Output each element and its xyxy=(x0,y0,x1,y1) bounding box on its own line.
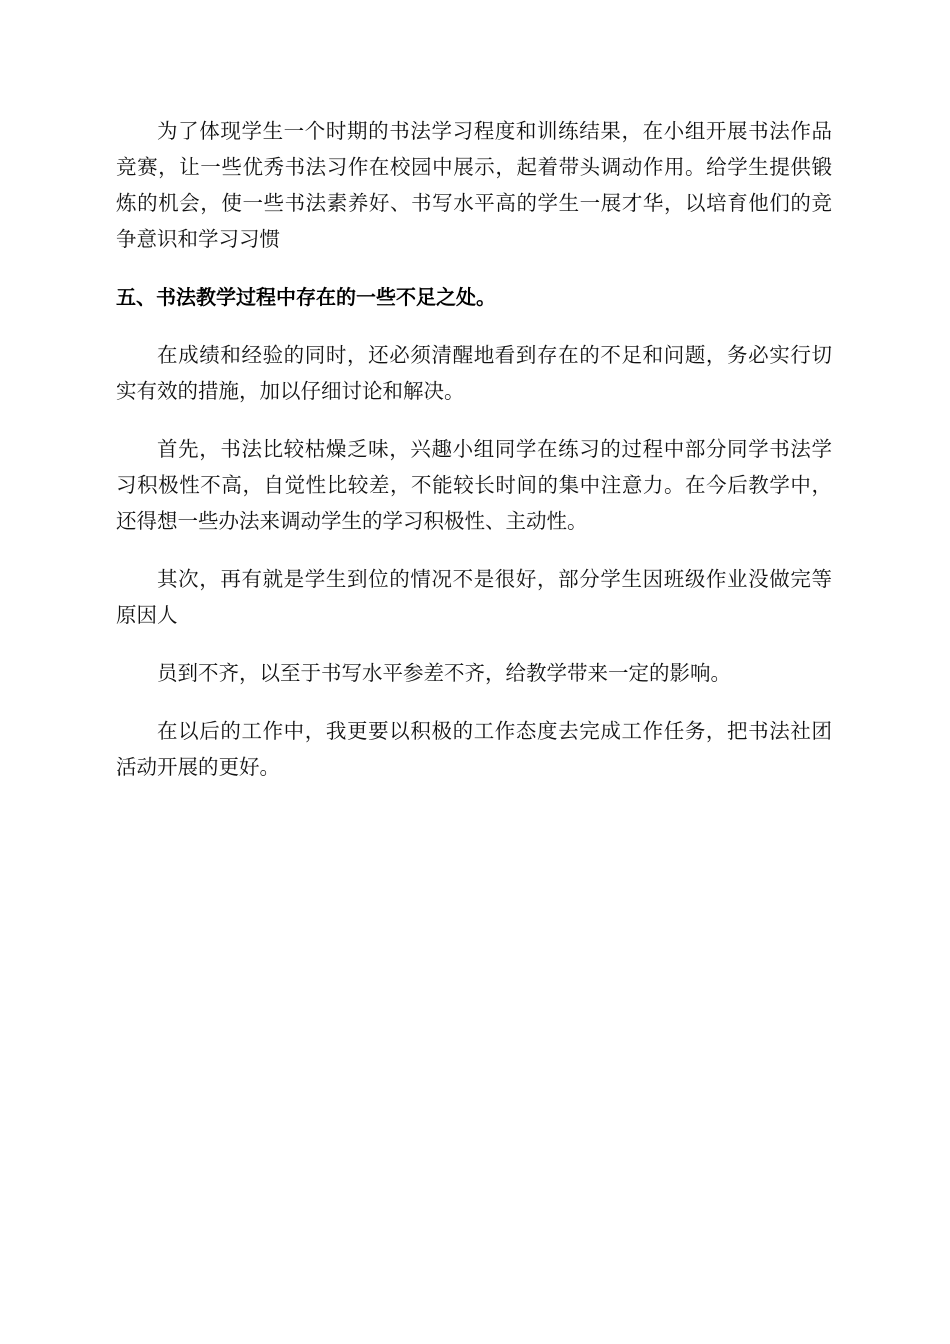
paragraph-second-issue-continued: 员到不齐，以至于书写水平参差不齐，给教学带来一定的影响。 xyxy=(157,661,731,685)
paragraph-conclusion: 在以后的工作中，我更要以积极的工作态度去完成工作任务，把书法社团活动开展的更好。 xyxy=(116,719,832,779)
paragraph-second-issue: 其次，再有就是学生到位的情况不是很好，部分学生因班级作业没做完等原因人 xyxy=(116,567,832,627)
paragraph-first-issue: 首先，书法比较枯燥乏味，兴趣小组同学在练习的过程中部分同学书法学习积极性不高，自觉性比较差，不能较长时间的集中注意力。在今后教学中，还得想一些办法来调动学生的学习积极性、主动性。 xyxy=(116,437,832,533)
section-heading: 五、书法教学过程中存在的一些不足之处。 xyxy=(116,285,496,309)
document-body xyxy=(116,113,832,807)
paragraph-competition: 为了体现学生一个时期的书法学习程度和训练结果，在小组开展书法作品竞赛，让一些优秀书法习作在校园中展示，起着带头调动作用。给学生提供锻炼的机会，使一些书法素养好、书写水平高的学生一展才华，以培育他们的竞争意识和学习习惯 xyxy=(116,119,832,251)
paragraph-shortcomings-intro: 在成绩和经验的同时，还必须清醒地看到存在的不足和问题，务必实行切实有效的措施，加以仔细讨论和解决。 xyxy=(116,343,832,403)
